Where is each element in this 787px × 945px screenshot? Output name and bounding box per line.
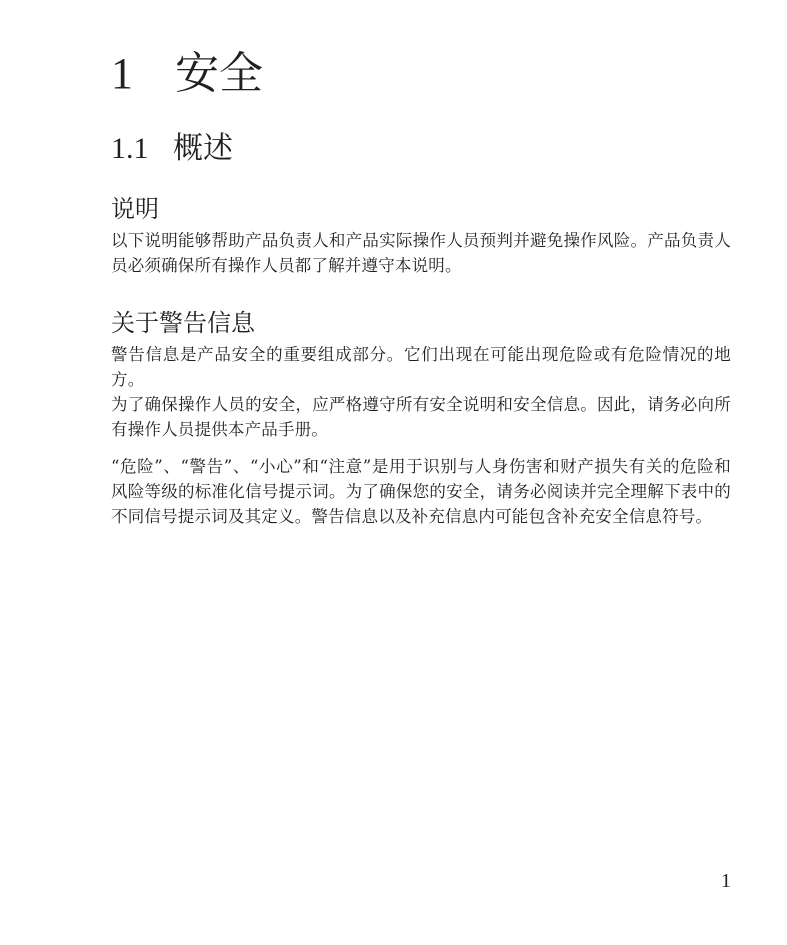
chapter-heading	[111, 48, 731, 100]
warnings-heading: 关于警告信息	[111, 309, 255, 337]
section-number: 1.1	[111, 132, 149, 165]
section-heading	[111, 130, 731, 168]
warnings-paragraph-1: 警告信息是产品安全的重要组成部分。它们出现在可能出现危险或有危险情况的地方。	[111, 345, 731, 389]
intro-paragraph: 以下说明能够帮助产品负责人和产品实际操作人员预判并避免操作风险。产品负责人员必须确保所有操作人员都了解并遵守本说明。	[111, 231, 731, 275]
chapter-title: 安全	[175, 48, 263, 99]
intro-heading: 说明	[111, 195, 159, 223]
warnings-paragraph-3: “危险”、“警告”、“小心”和“注意”是用于识别与人身伤害和财产损失有关的危险和风险等级的标准化信号提示词。为了确保您的安全，请务必阅读并完全理解下表中的不同信号提示词及其定义。警告信息以及补充信息内可能包含补充安全信息符号。	[111, 457, 731, 526]
warnings-paragraph-2: 为了确保操作人员的安全，应严格遵守所有安全说明和安全信息。因此，请务必向所有操作人员提供本产品手册。	[111, 395, 731, 439]
page-number: 1	[721, 870, 731, 892]
chapter-number: 1	[111, 49, 133, 98]
page-content	[111, 48, 731, 529]
section-title: 概述	[173, 131, 233, 166]
